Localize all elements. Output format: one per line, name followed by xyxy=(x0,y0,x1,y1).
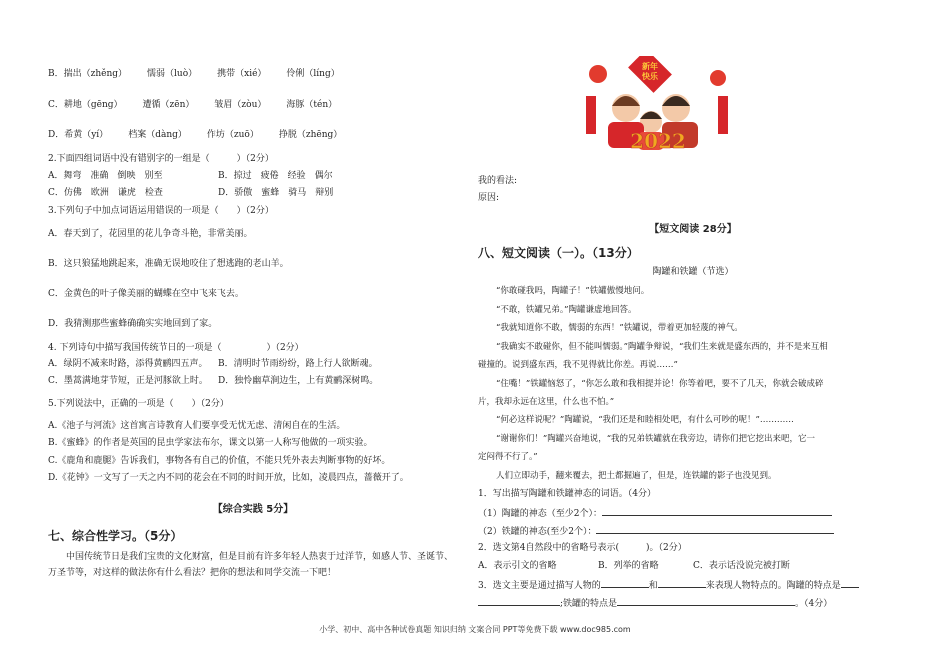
option-text: B．揣出（zhěng） xyxy=(48,69,128,79)
q8-3-line-2 xyxy=(478,596,832,610)
option-text: 伶俐（líng） xyxy=(286,69,340,79)
answer-blank[interactable] xyxy=(658,578,706,588)
q8-2-option-b[interactable]: B．列举的省略 xyxy=(598,561,659,571)
option-text: 携带（xié） xyxy=(217,69,267,79)
q2-row-1 xyxy=(48,170,333,182)
answer-blank[interactable] xyxy=(602,506,832,516)
q8-2-options xyxy=(478,560,790,572)
q2-option-d[interactable]: D．骄傲 蜜蜂 骑马 辩别 xyxy=(218,188,334,198)
q8-1-stem: 1．写出描写陶罐和铁罐神态的词语。（4分） xyxy=(478,489,656,499)
answer-blank[interactable] xyxy=(478,596,560,606)
option-text: 皱眉（zòu） xyxy=(214,100,267,110)
q4-option-d[interactable]: D．独怜幽草涧边生，上有黄鹂深树鸣。 xyxy=(218,376,379,386)
answer-blank[interactable] xyxy=(841,578,859,588)
option-text: 懦弱（luò） xyxy=(147,69,198,79)
q4-option-b[interactable]: B．清明时节雨纷纷，路上行人欲断魂。 xyxy=(218,359,378,369)
passage-line: 人们立即动手，翻来覆去，把土都掘遍了，但是，连铁罐的影子也没见到。 xyxy=(496,471,777,481)
q8-title: 八、短文阅读（一）。（13分） xyxy=(478,246,639,260)
q1-option-d[interactable] xyxy=(48,129,362,141)
q5-option-d[interactable]: D.《花钟》一文写了一天之内不同的花会在不同的时间开放，比如，凌晨四点，蔷薇开了。 xyxy=(48,473,409,483)
reason-label: 原因: xyxy=(478,193,500,203)
illus-greeting: 新年 xyxy=(642,61,658,71)
q3-option-d[interactable]: D．我猜测那些蜜蜂确确实实地回到了家。 xyxy=(48,319,218,329)
q3-option-b[interactable]: B．这只狼猛地跳起来，准确无误地咬住了想逃跑的老山羊。 xyxy=(48,259,289,269)
option-text: 档案（dàng） xyxy=(128,130,187,140)
q5-option-c[interactable]: C.《鹿角和鹿腿》告诉我们，事物各有自己的价值，不能只凭外表去判断事物的好坏。 xyxy=(48,456,391,466)
q8-3-text: 和 xyxy=(648,581,658,591)
q5-option-a[interactable]: A.《池子与河流》这首寓言诗教育人们要享受无忧无虑、清闲自在的生活。 xyxy=(48,421,346,431)
option-text: D．希黄（yí） xyxy=(48,130,109,140)
q5-stem: 5.下列说法中，正确的一项是（ ）（2分） xyxy=(48,399,229,409)
q8-1a xyxy=(478,506,832,520)
passage-line: 片，我却永远在这里，什么也不怕。” xyxy=(478,397,615,407)
q3-option-a[interactable]: A．春天到了，花园里的花儿争奇斗艳，非常美丽。 xyxy=(48,229,253,239)
option-text: C．耕地（gēng） xyxy=(48,100,123,110)
q8-1a-label: （1）陶罐的神态（至少2个）： xyxy=(478,509,602,519)
opinion-label: 我的看法: xyxy=(478,176,518,186)
q2-option-a[interactable]: A．舞弯 准确 倒映 别至 xyxy=(48,171,163,181)
q4-row-1 xyxy=(48,358,378,370)
section-title-practice: 【综合实践 5分】 xyxy=(212,504,294,515)
q8-1b-label: （2）铁罐的神态(至少2个）： xyxy=(478,527,597,537)
passage-title: 陶罐和铁罐（节选） xyxy=(652,267,734,277)
q8-2-stem: 2．选文第4自然段中的省略号表示( )。（2分） xyxy=(478,543,687,553)
q3-option-c[interactable]: C．金黄色的叶子像美丽的蝴蝶在空中飞来飞去。 xyxy=(48,289,244,299)
q5-option-b[interactable]: B.《蜜蜂》的作者是英国的昆虫学家法布尔，课文以第一人称写他做的一项实验。 xyxy=(48,438,373,448)
answer-blank[interactable] xyxy=(601,578,649,588)
q4-row-2 xyxy=(48,375,378,387)
q7-title: 七、综合性学习。（5分） xyxy=(48,529,183,543)
option-text: 挣脱（zhēng） xyxy=(278,130,343,140)
passage-line: “你敢碰我吗，陶罐子！”铁罐傲慢地问。 xyxy=(496,286,650,296)
passage-line: 定闷得不行了。” xyxy=(478,452,538,462)
q1-option-c[interactable] xyxy=(48,99,357,111)
q8-2-option-c[interactable]: C．表示话没说完被打断 xyxy=(693,561,790,571)
q8-1b xyxy=(478,524,834,538)
svg-text:快乐: 快乐 xyxy=(642,71,658,81)
q8-3-text: 来表现人物特点的。陶罐的特点是 xyxy=(705,581,841,591)
q2-row-2 xyxy=(48,187,333,199)
q4-option-a[interactable]: A．绿阴不减来时路，添得黄鹂四五声。 xyxy=(48,359,208,369)
q2-option-b[interactable]: B．掠过 疲倦 经验 偶尔 xyxy=(218,171,333,181)
passage-line: 碰撞的。说到盛东西，我不见得就比你差。再说……” xyxy=(478,360,678,370)
option-text: 作坊（zuō） xyxy=(206,130,259,140)
option-text: 海豚（tén） xyxy=(286,100,338,110)
q2-stem: 2.下面四组词语中没有错别字的一组是（ ）（2分） xyxy=(48,154,274,164)
answer-blank[interactable] xyxy=(617,596,795,606)
q2-option-c[interactable]: C．仿佛 欧洲 谦虎 检查 xyxy=(48,188,163,198)
q8-2-option-a[interactable]: A．表示引文的省略 xyxy=(478,561,557,571)
q4-option-c[interactable]: C．墨蒿满地芽节短，正是河豚欲上时。 xyxy=(48,376,208,386)
passage-line: “何必这样说呢？”陶罐说，“我们还是和睦相处吧，有什么可吵的呢！”………… xyxy=(496,415,794,425)
q8-3-line-1 xyxy=(478,578,859,592)
option-text: 遭循（zēn） xyxy=(142,100,195,110)
q8-3-text: 。（4分） xyxy=(795,599,833,609)
q8-3-text: ;铁罐的特点是 xyxy=(560,599,618,609)
new-year-illustration xyxy=(578,56,738,156)
passage-line: “谢谢你们！”陶罐兴奋地说，“我的兄弟铁罐就在我旁边，请你们把它挖出来吧，它一 xyxy=(496,434,816,444)
q1-option-b[interactable] xyxy=(48,68,360,80)
passage-line: “不敢，铁罐兄弟。”陶罐谦虚地回答。 xyxy=(496,305,637,315)
passage-line: “我就知道你不敢，懦弱的东西！”铁罐说，带着更加轻蔑的神气。 xyxy=(496,323,743,333)
passage-line: “住嘴！”铁罐恼怒了，“你怎么敢和我相提并论！你等着吧，要不了几天，你就会破成碎 xyxy=(496,379,824,389)
q4-stem: 4. 下列诗句中描写我国传统节日的一项是（ ）（2分） xyxy=(48,343,304,353)
q7-text: 中国传统节日是我们宝贵的文化财富，但是目前有许多年轻人热衷于过洋节，如感人节、圣诞节、万圣节等，对这样的做法你有什么看法？把你的想法和同学交流一下吧！ xyxy=(48,552,454,578)
answer-blank[interactable] xyxy=(596,524,834,534)
section-title-reading: 【短文阅读 28分】 xyxy=(649,224,737,235)
q8-3-text: 3．选文主要是通过描写人物的 xyxy=(478,581,601,591)
illus-year: 2022 xyxy=(630,129,686,153)
q3-stem: 3.下列句子中加点词语运用错误的一项是（ ）（2分） xyxy=(48,206,274,216)
passage-line: “我确实不敢碰你，但不能叫懦弱。”陶罐争辩说，“我们生来就是盛东西的，并不是来互相 xyxy=(496,342,828,352)
page-footer: 小学、初中、高中各种试卷真题 知识归纳 文案合同 PPT等免费下载 www.doc985.com xyxy=(319,625,631,634)
